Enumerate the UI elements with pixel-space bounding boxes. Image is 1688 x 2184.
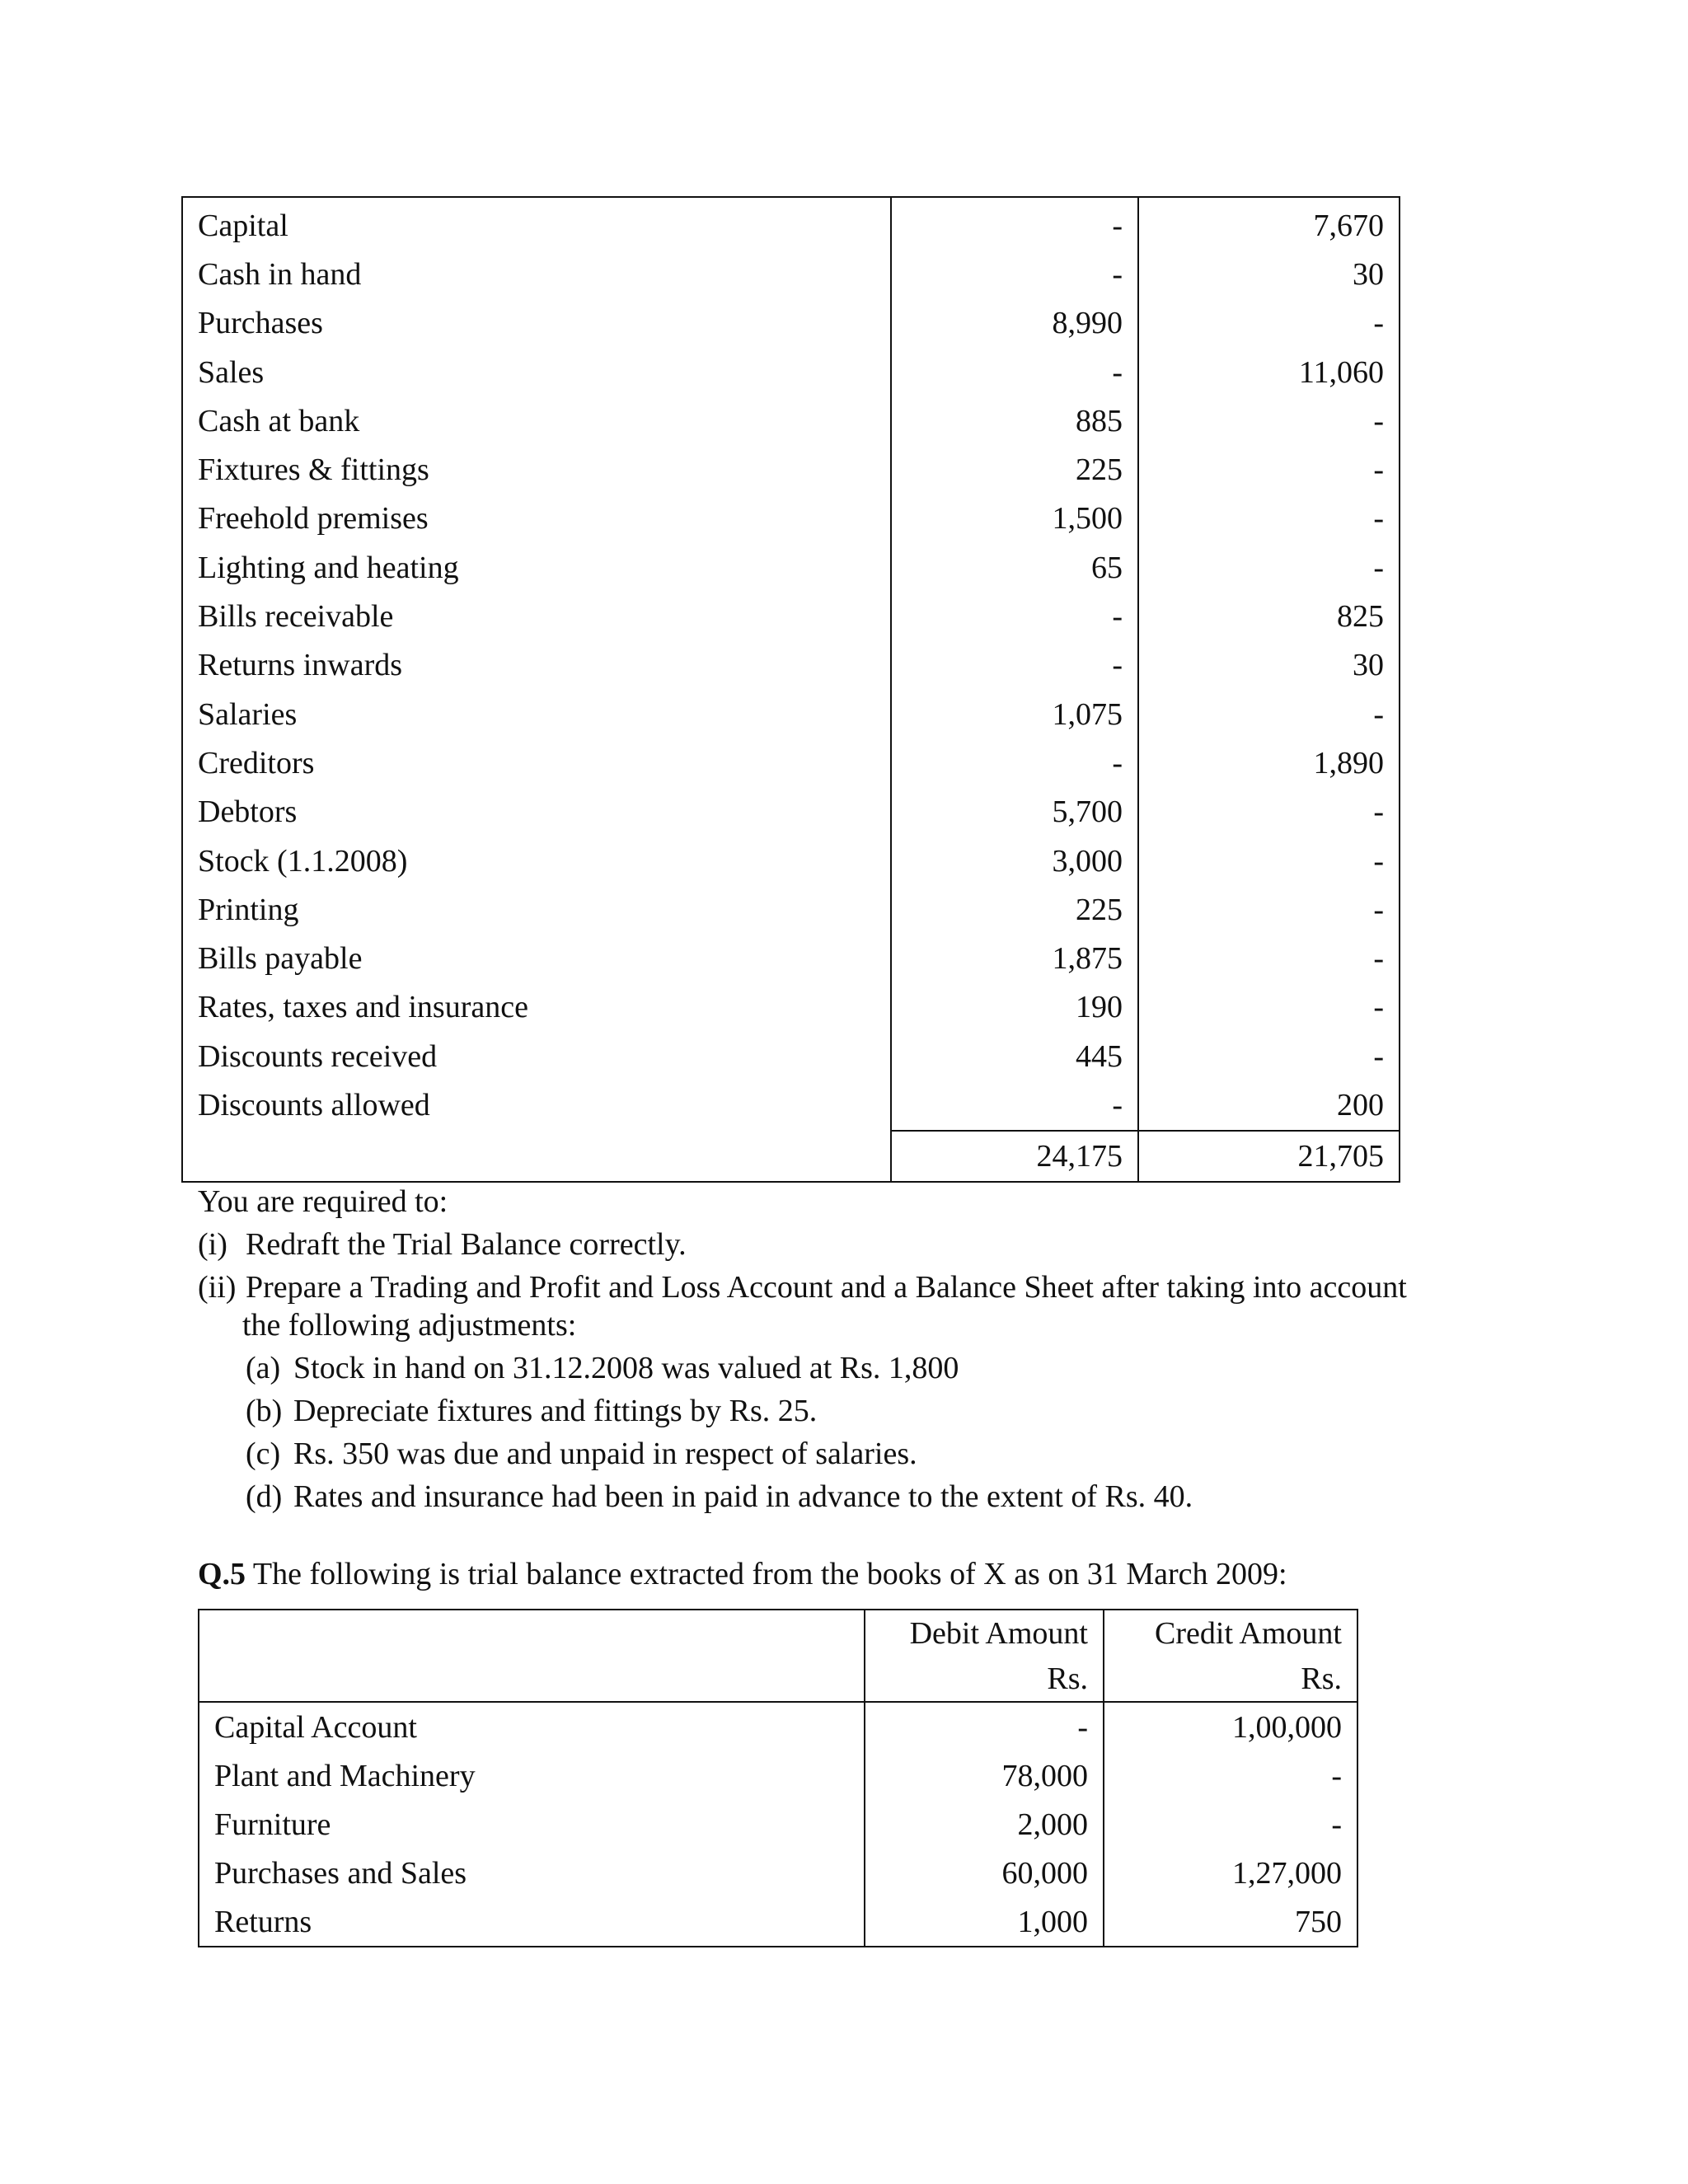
instructions-intro: You are required to: [198, 1184, 448, 1219]
credit-cell: - [1138, 445, 1400, 494]
table-row [182, 788, 1400, 837]
debit-cell: 78,000 [1001, 1758, 1088, 1793]
table-row [182, 592, 1400, 640]
debit-cell: 445 [891, 1032, 1138, 1080]
debit-cell: 1,000 [1017, 1904, 1088, 1939]
particulars-cell: Printing [198, 892, 299, 927]
table-row [182, 983, 1400, 1032]
table-row [182, 396, 1400, 445]
credit-cell: 11,060 [1138, 348, 1400, 396]
debit-cell: 5,700 [891, 788, 1138, 837]
debit-cell: 190 [891, 983, 1138, 1032]
adjustment-item [246, 1432, 1599, 1475]
total-row [182, 1131, 1400, 1182]
trial-balance-1-body [182, 197, 1400, 1182]
adjustment-marker: (a) [246, 1351, 281, 1385]
item-text: Prepare a Trading and Profit and Loss Account and a Balance Sheet after taking into account [246, 1270, 1407, 1305]
table-row [182, 543, 1400, 592]
debit-cell: 2,000 [1017, 1807, 1088, 1842]
debit-cell: - [891, 250, 1138, 298]
credit-unit-cell: Rs. [1104, 1656, 1357, 1702]
adjustment-item [246, 1347, 1599, 1390]
adjustment-text: Depreciate fixtures and fittings by Rs. 25. [293, 1394, 818, 1428]
particulars-cell: Lighting and heating [198, 550, 459, 585]
table-row [182, 641, 1400, 690]
debit-header-cell: Debit Amount [909, 1615, 1088, 1651]
adjustment-marker: (b) [246, 1394, 283, 1428]
total-credit-cell: 21,705 [1138, 1131, 1400, 1182]
credit-cell: - [1138, 885, 1400, 934]
particulars-cell: Discounts allowed [198, 1088, 430, 1123]
particulars-cell: Bills receivable [198, 599, 394, 635]
particulars-cell: Debtors [198, 794, 298, 830]
table-row [199, 1800, 1357, 1849]
table-row [182, 738, 1400, 787]
debit-cell: - [891, 738, 1138, 787]
item-continuation: the following adjustments: [242, 1308, 577, 1343]
item-marker: (i) [198, 1227, 227, 1262]
trial-balance-2-body [199, 1610, 1357, 1947]
debit-unit-cell: Rs. [865, 1656, 1104, 1702]
credit-cell: 7,670 [1138, 197, 1400, 250]
credit-cell: - [1104, 1751, 1357, 1800]
particulars-cell: Capital [198, 208, 288, 243]
particulars-cell: Salaries [198, 696, 298, 732]
total-label-cell [182, 1131, 891, 1182]
table-row [182, 494, 1400, 543]
particulars-cell: Bills payable [198, 941, 363, 977]
credit-cell: - [1138, 299, 1400, 348]
table-row [182, 934, 1400, 982]
credit-cell: 1,890 [1138, 738, 1400, 787]
debit-cell: 1,075 [891, 690, 1138, 738]
debit-cell: 65 [891, 543, 1138, 592]
adjustment-marker: (c) [246, 1436, 281, 1471]
instruction-item [198, 1223, 1599, 1266]
header-row [199, 1610, 1357, 1656]
particulars-cell: Cash in hand [198, 256, 362, 292]
table-row [182, 250, 1400, 298]
particulars-cell: Returns inwards [198, 648, 403, 683]
table-row [199, 1702, 1357, 1751]
particulars-cell: Plant and Machinery [199, 1751, 865, 1800]
debit-cell: 1,500 [891, 494, 1138, 543]
table-row [182, 197, 1400, 250]
debit-cell: 3,000 [891, 837, 1138, 885]
credit-header-cell: Credit Amount [1104, 1610, 1357, 1656]
credit-cell: 200 [1138, 1080, 1400, 1130]
total-debit-cell: 24,175 [891, 1131, 1138, 1182]
particulars-cell: Freehold premises [198, 501, 429, 537]
credit-cell: 1,27,000 [1104, 1849, 1357, 1897]
adjustment-text: Rates and insurance had been in paid in advance to the extent of Rs. 40. [293, 1479, 1193, 1514]
particulars-cell: Stock (1.1.2008) [198, 843, 408, 879]
particulars-cell: Furniture [199, 1800, 865, 1849]
particulars-cell: Purchases [198, 306, 323, 341]
debit-cell: - [891, 592, 1138, 640]
credit-cell: 750 [1104, 1897, 1357, 1947]
debit-cell: 60,000 [1001, 1855, 1088, 1891]
particulars-cell: Creditors [198, 745, 315, 780]
table-row [182, 1032, 1400, 1080]
question-heading [198, 1551, 1599, 1597]
credit-cell: - [1104, 1800, 1357, 1849]
credit-cell: - [1138, 788, 1400, 837]
header-row [199, 1656, 1357, 1702]
debit-cell: 225 [891, 885, 1138, 934]
table-row [182, 445, 1400, 494]
table-row [199, 1849, 1357, 1897]
credit-cell: - [1138, 690, 1400, 738]
debit-cell: - [891, 641, 1138, 690]
particulars-cell: Returns [199, 1897, 865, 1947]
particulars-cell: Discounts received [198, 1038, 438, 1074]
particulars-cell: Purchases and Sales [199, 1849, 865, 1897]
particulars-cell: Sales [198, 354, 265, 390]
debit-cell: 1,875 [891, 934, 1138, 982]
adjustment-item [246, 1390, 1599, 1432]
credit-cell: 30 [1138, 250, 1400, 298]
item-marker: (ii) [198, 1270, 237, 1305]
instructions-block [198, 1180, 1599, 1597]
particulars-header-cell [199, 1610, 865, 1656]
item-text: Redraft the Trial Balance correctly. [246, 1227, 687, 1262]
question-text: The following is trial balance extracted from the books of X as on 31 March 2009: [246, 1557, 1287, 1591]
debit-cell: - [891, 348, 1138, 396]
credit-cell: - [1138, 1032, 1400, 1080]
table-row [182, 348, 1400, 396]
table-row [199, 1897, 1357, 1947]
instruction-item [198, 1266, 1599, 1309]
trial-balance-table-2 [198, 1609, 1358, 1947]
credit-cell: - [1138, 934, 1400, 982]
particulars-cell: Rates, taxes and insurance [198, 990, 528, 1025]
credit-cell: - [1138, 543, 1400, 592]
debit-cell: 8,990 [891, 299, 1138, 348]
table-row [182, 1080, 1400, 1130]
adjustment-text: Stock in hand on 31.12.2008 was valued at Rs. 1,800 [293, 1351, 959, 1385]
credit-cell: - [1138, 494, 1400, 543]
adjustment-item [246, 1475, 1599, 1518]
credit-cell: - [1138, 396, 1400, 445]
debit-cell: 225 [891, 445, 1138, 494]
particulars-cell: Fixtures & fittings [198, 452, 429, 488]
credit-cell: 825 [1138, 592, 1400, 640]
question-number: Q.5 [198, 1557, 246, 1591]
debit-cell: - [1077, 1709, 1088, 1745]
adjustment-text: Rs. 350 was due and unpaid in respect of salaries. [293, 1436, 917, 1471]
table-row [182, 299, 1400, 348]
particulars-cell: Capital Account [199, 1702, 865, 1751]
credit-cell: - [1138, 983, 1400, 1032]
adjustment-marker: (d) [246, 1479, 283, 1514]
table-row [182, 690, 1400, 738]
debit-cell: - [891, 1080, 1138, 1130]
particulars-header-cell [199, 1656, 865, 1702]
table-row [182, 837, 1400, 885]
trial-balance-table-1 [181, 196, 1400, 1183]
credit-cell: 30 [1138, 641, 1400, 690]
table-row [182, 885, 1400, 934]
credit-cell: 1,00,000 [1104, 1702, 1357, 1751]
particulars-cell: Cash at bank [198, 403, 360, 438]
table-row [199, 1751, 1357, 1800]
credit-cell: - [1138, 837, 1400, 885]
debit-cell: 885 [891, 396, 1138, 445]
debit-cell: - [891, 197, 1138, 250]
